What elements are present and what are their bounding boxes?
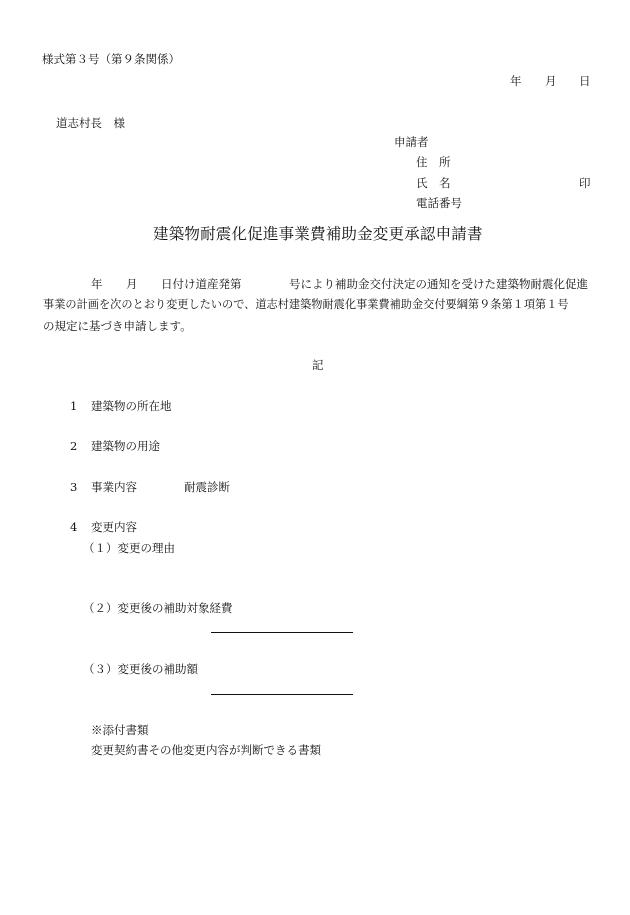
applicant-name-label: 氏 名 (416, 176, 451, 190)
date-day-unit: 日 (579, 74, 591, 88)
body-line1-a: 日付け道産発第 (161, 277, 242, 291)
applicant-phone-label: 電話番号 (416, 196, 462, 210)
item1-label: 建築物の所在地 (91, 399, 172, 413)
body-line2: 事業の計画を次のとおり変更したいので、道志村建築物耐震化事業費補助金交付要綱第９条第１項第１号 (43, 298, 569, 311)
addressee: 道志村長 様 (56, 116, 125, 130)
attachments-heading: ※添付書類 (91, 723, 149, 737)
item4-sub1: （１）変更の理由 (83, 541, 175, 555)
item3-label: 事業内容 (91, 480, 137, 494)
item3-number: 3 (70, 480, 78, 494)
item4-label: 変更内容 (91, 520, 137, 534)
body-line1-b: 号により補助金交付決定の通知を受けた建築物耐震化促進 (289, 277, 588, 291)
applicant-heading: 申請者 (394, 135, 429, 149)
item1-number: 1 (70, 399, 78, 413)
item4-number: 4 (70, 520, 78, 534)
body-line3: の規定に基づき申請します。 (43, 319, 192, 333)
date-month-unit: 月 (545, 74, 557, 88)
body-month-unit: 月 (126, 277, 138, 291)
document-title: 建築物耐震化促進事業費補助金変更承認申請書 (153, 225, 483, 243)
item2-label: 建築物の用途 (91, 439, 160, 453)
item4-sub2: （２）変更後の補助対象経費 (83, 601, 233, 615)
body-year-unit: 年 (91, 277, 103, 291)
item4-sub3: （３）変更後の補助額 (83, 662, 198, 676)
attachments-text: 変更契約書その他変更内容が判断できる書類 (91, 743, 321, 757)
item3-value: 耐震診断 (184, 480, 230, 494)
subsidy-amount-line (211, 694, 353, 695)
applicant-address-label: 住 所 (416, 155, 451, 169)
ki-marker: 記 (312, 358, 324, 372)
expense-amount-line (211, 632, 353, 633)
form-number: 様式第３号（第９条関係） (42, 52, 180, 66)
seal-mark: 印 (579, 176, 591, 190)
date-year-unit: 年 (510, 74, 522, 88)
item2-number: 2 (70, 439, 78, 453)
